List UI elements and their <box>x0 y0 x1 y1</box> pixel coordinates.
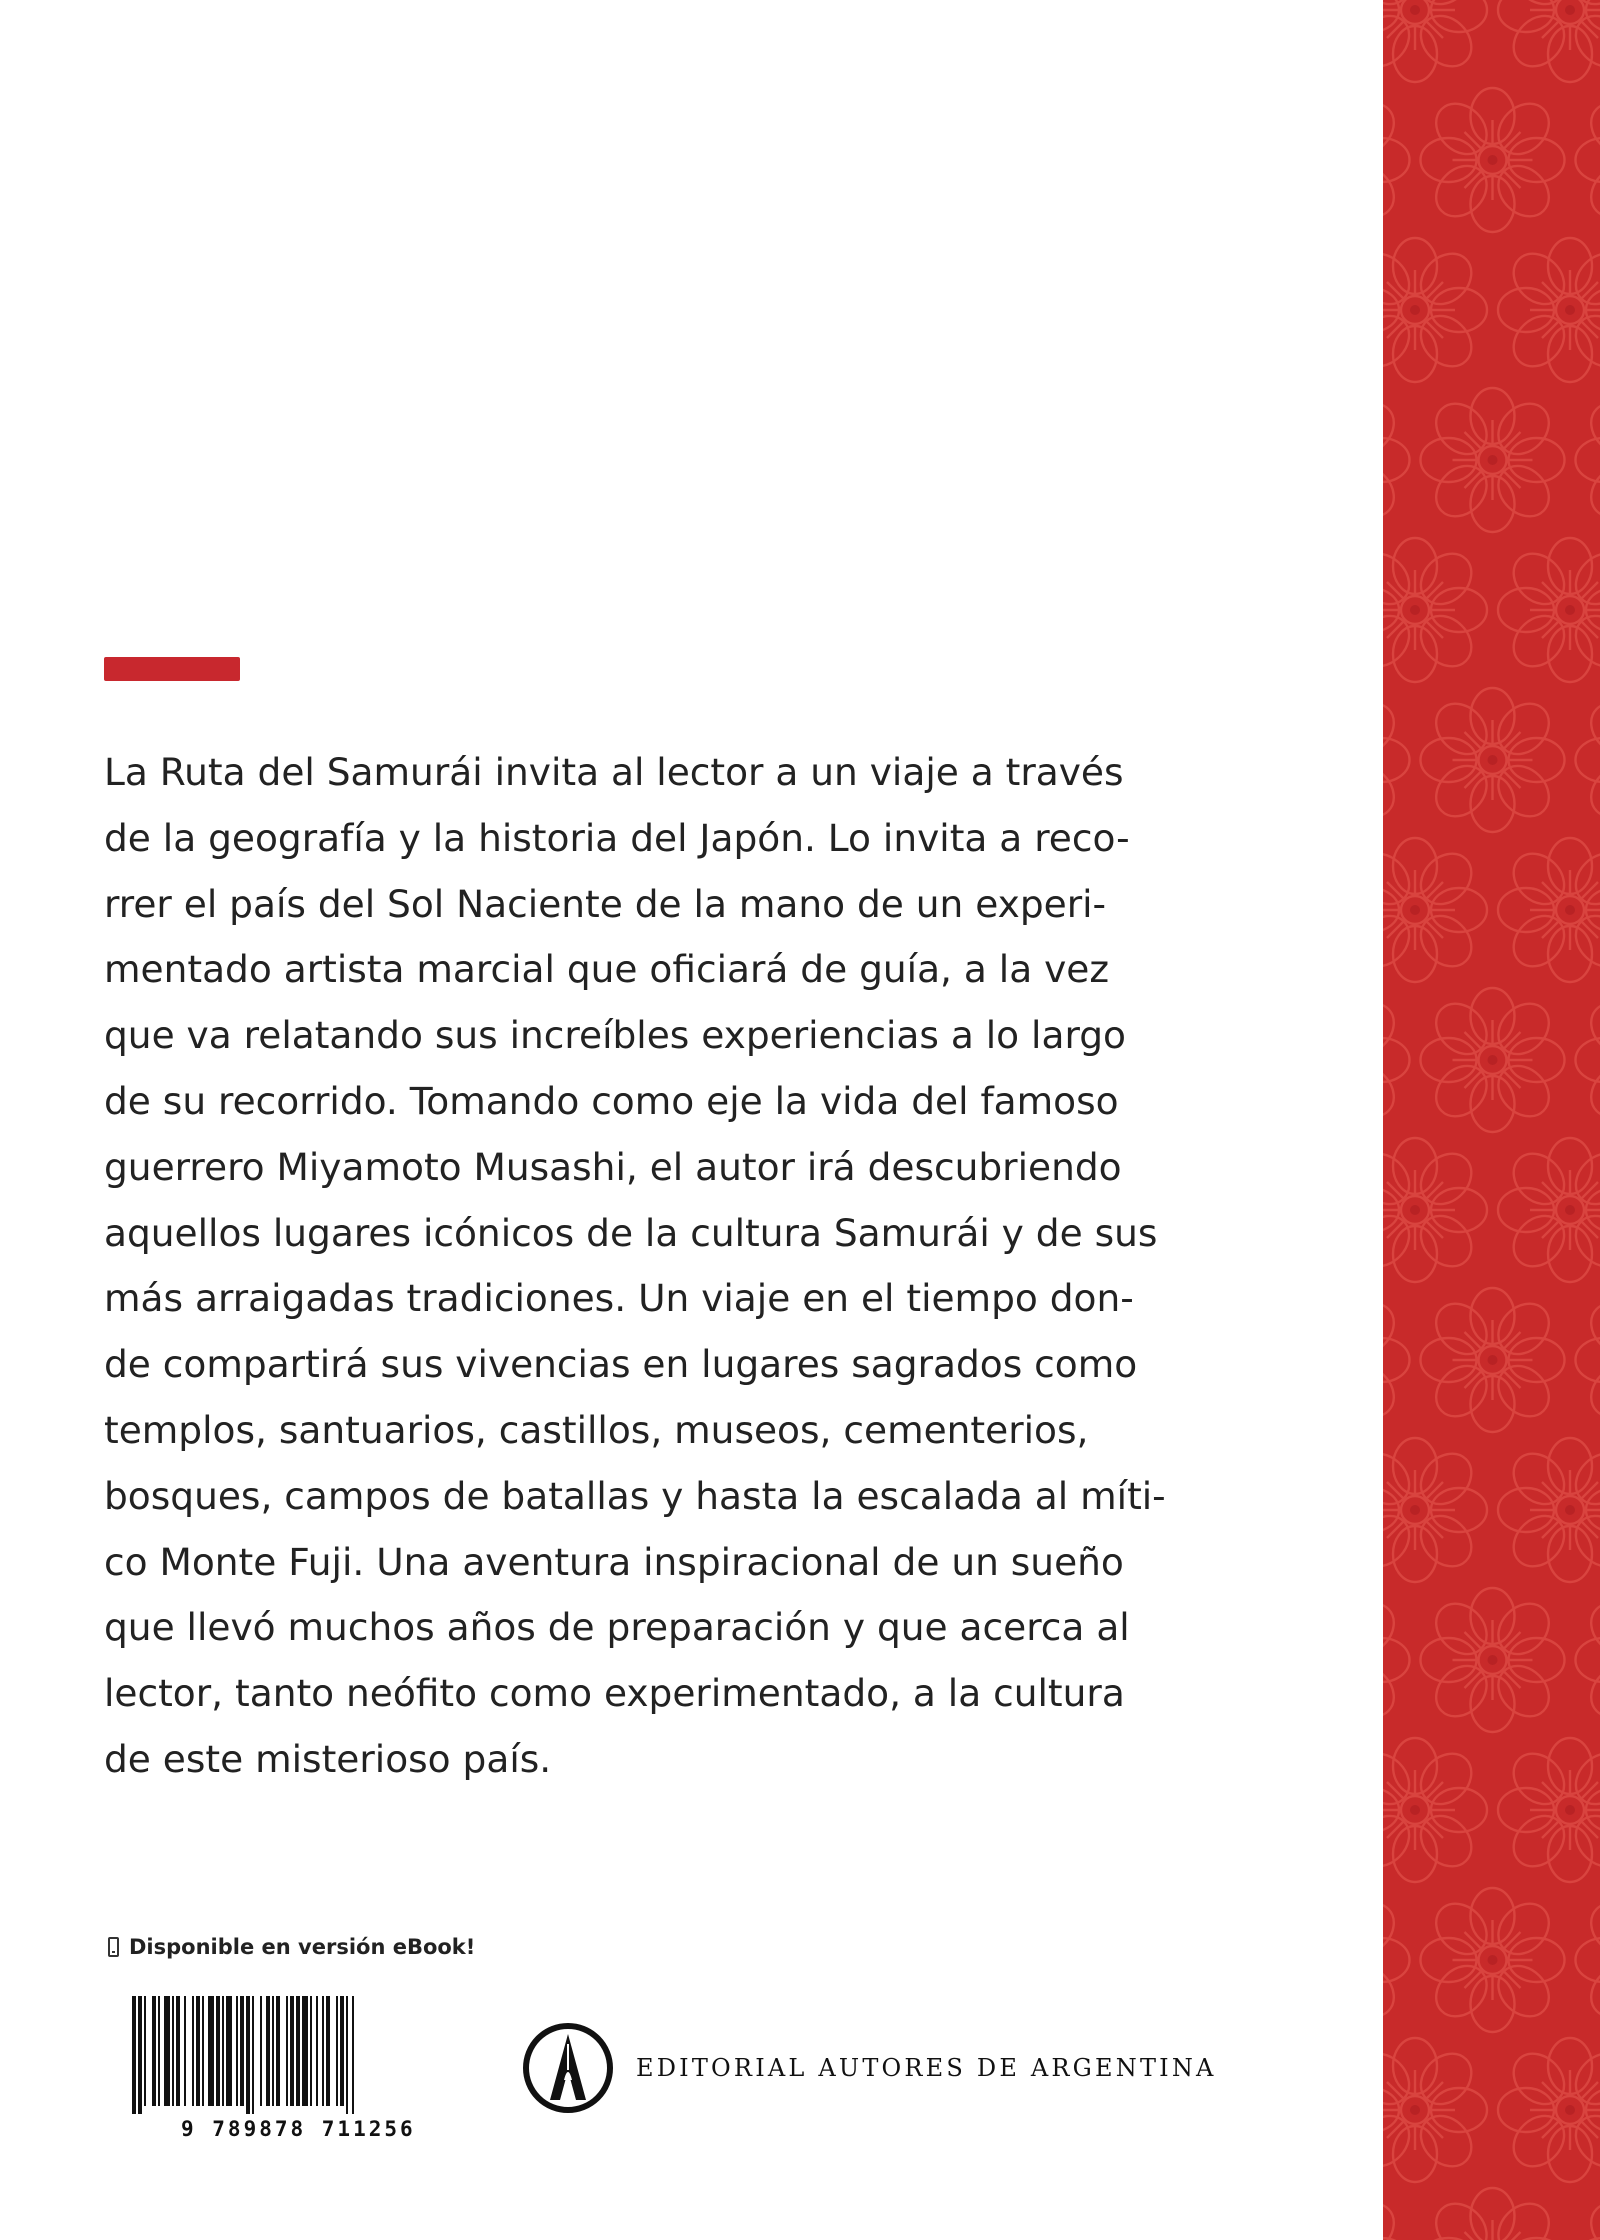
accent-bar <box>104 657 240 681</box>
synopsis-line: mentado artista marcial que oficiará de guía, a la vez <box>104 947 1110 992</box>
synopsis-line: de su recorrido. Tomando como eje la vida del famoso <box>104 1078 1119 1123</box>
barcode-bars <box>128 1996 448 2114</box>
synopsis-line: que llevó muchos años de preparación y que acerca al <box>104 1605 1130 1650</box>
synopsis-line: templos, santuarios, castillos, museos, cementerios, <box>104 1407 1089 1452</box>
decorative-floral-band <box>1383 0 1600 2240</box>
ebook-label: Disponible en versión eBook! <box>129 1935 476 1959</box>
synopsis-line: que va relatando sus increíbles experiencias a lo largo <box>104 1013 1126 1058</box>
synopsis-line: lector, tanto neófito como experimentado, a la cultura <box>104 1671 1125 1716</box>
synopsis-line: co Monte Fuji. Una aventura inspiracional de un sueño <box>104 1539 1124 1584</box>
synopsis-line: La Ruta del Samurái invita al lector a un viaje a través <box>104 750 1124 794</box>
pen-nib-circle-logo <box>520 2020 616 2116</box>
synopsis-line: de compartirá sus vivencias en lugares sagrados como <box>104 1342 1138 1387</box>
synopsis-line: aquellos lugares icónicos de la cultura Samurái y de sus <box>104 1210 1158 1255</box>
synopsis-line: rrer el país del Sol Naciente de la mano de un experi- <box>104 881 1107 926</box>
isbn-barcode <box>128 1996 448 2141</box>
floral-pattern <box>1383 0 1600 2240</box>
publisher-name: EDITORIAL AUTORES DE ARGENTINA <box>636 2054 1217 2082</box>
publisher <box>520 2020 1217 2116</box>
ebook-notice <box>108 1931 475 1963</box>
synopsis-line: de la geografía y la historia del Japón. Lo invita a reco- <box>104 815 1130 860</box>
synopsis-line: bosques, campos de batallas y hasta la escalada al míti- <box>104 1473 1166 1518</box>
synopsis-line: guerrero Miyamoto Musashi, el autor irá descubriendo <box>104 1144 1122 1189</box>
synopsis-text <box>104 740 1166 1793</box>
synopsis-line: de este misterioso país. <box>104 1736 552 1781</box>
synopsis-line: más arraigadas tradiciones. Un viaje en el tiempo don- <box>104 1276 1134 1321</box>
mobile-phone-icon <box>108 1937 119 1957</box>
barcode-digits: 9 789878 711256 <box>181 2117 416 2141</box>
